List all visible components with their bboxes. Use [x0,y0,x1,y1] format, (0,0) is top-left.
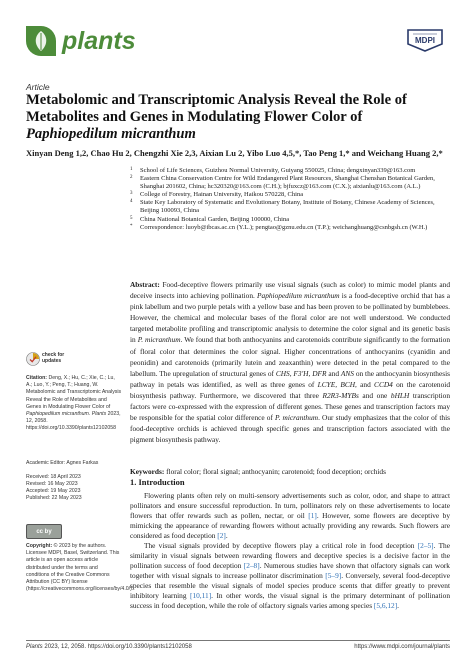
citation-link[interactable]: [2] [217,531,226,540]
author-list[interactable]: Xinyan Deng 1,2, Chao Hu 2, Chengzhi Xie 2,3, Aixian Lu 2, Yibo Luo 4,5,*, Tao Peng 1,* and Weichang Huang 2,* [26,148,443,158]
revised-date: Revised: 16 May 2023 [26,481,78,487]
affiliation-3: 3 College of Forestry, Hainan University, Haikou 570228, China [130,191,304,199]
footer-divider [26,640,450,641]
journal-name[interactable]: plants [62,27,136,55]
check-for-updates[interactable]: check for updates [42,352,65,364]
check-for-updates-icon[interactable] [26,352,40,366]
abstract-label: Abstract: [130,280,160,289]
mdpi-text: MDPI [415,36,435,45]
academic-editor: Academic Editor: Agnes Farkas [26,460,99,466]
cc-by-badge[interactable]: cc by [26,524,62,539]
footer-journal-url[interactable]: https://www.mdpi.com/journal/plants [354,644,450,650]
citation-link[interactable]: [2–8] [243,561,260,570]
accepted-date: Accepted: 19 May 2023 [26,488,81,494]
citation-link[interactable]: [2–5] [417,541,434,550]
title-species: Paphiopedilum micranthum [26,126,196,142]
affiliation-5: 5 China National Botanical Garden, Beijing 100000, China [130,215,290,223]
keywords-label: Keywords: [130,467,165,476]
article-type: Article [26,82,50,92]
correspondence: * Correspondence: luoyb@ibcas.ac.cn (Y.L.); pengtao@gznu.edu.cn (T.P.); weichanghuang@csnbgsh.cn (W.H.) [130,223,428,231]
published-date: Published: 22 May 2023 [26,495,82,501]
received-date: Received: 18 April 2023 [26,474,81,480]
section-heading-introduction: 1. Introduction [130,477,185,487]
paragraph: The visual signals provided by deceptive flowers play a critical role in food deception [2–5]. The similarity in visual signals between rewarding flowers and deceptive species is a decisive factor in the pollination success of food deception [2–8]. Numerous studies have shown that olfactory signals can work together with visual signals to increase pollinator discrimination [5–9]. Conversely, several food-deceptive species that resemble the visual signals of model species produce scents that differ greatly to prevent inhibitory learning [10,11]. In other words, the visual signal is the primary determinant of pollination success in food deception, while the role of olfactory signals varies among species [5,6,12]. [130,541,450,610]
affiliation-4: 4 State Key Laboratory of Systematic and Evolutionary Botany, Institute of Botany, Chinese Academy of Sciences, Beijing 100093, China [130,199,435,215]
affiliations [130,167,450,232]
mdpi-logo[interactable] [404,28,446,52]
citation-link[interactable]: [5–9] [325,571,342,580]
affiliation-1: 1 School of Life Sciences, Guizhou Normal University, Guiyang 550025, China; dengxinyan339@163.com [130,167,416,174]
citation-link[interactable]: [5,6,12] [373,601,398,610]
paragraph: Flowering plants often rely on multi-sensory advertisements such as color, odor, and shape to attract pollinators and ensure successful reproduction. In turn, pollinators rely on these advertisements to locate flowers that offer rewards such as pollen, nectar, or oil [1]. However, some flowers are deceptive by mimicking the appearance of rewarding flowers without actually providing any rewards. Such flowers are considered as food deception [2]. [130,491,450,540]
leaf-icon [32,30,50,52]
affiliation-2: 2 Eastern China Conservation Centre for Wild Endangered Plant Resources, Shanghai Chenshan Botanical Garden, Shanghai 201602, China; hc320320@163.com (C.H.); bjfuxcz@163.com (C.X.); aixianlu@163.com (A.L.) [130,175,435,191]
citation-block: Citation: Deng, X.; Hu, C.; Xie, C.; Lu, A.; Luo, Y.; Peng, T.; Huang, W. Metabolomic and Transcriptomic Analysis Reveal the Role of Metabolites and Genes in Modulating Flower Color of Paphiopedilum micranthum. Plants 2023, 12, 2058. https://doi.org/10.3390/plants12102058 [26,375,122,432]
keywords: Keywords: floral color; floral signal; anthocyanin; carotenoid; food deception; orchids [130,467,386,476]
footer-reference: Plants 2023, 12, 2058. https://doi.org/10.3390/plants12102058 [26,644,192,650]
citation-link[interactable]: [1] [308,511,317,520]
abstract: Abstract: Food-deceptive flowers primarily use visual signals (such as color) to mimic model plants and deceive insects into achieving pollination. Paphiopedilum micranthum is a food-deceptive orchid that has a pink labellum and two purple petals with a yellow base and has been proven to be pollinated by bumblebees. However, the chemical and molecular bases of the floral color are not well understood. We conducted targeted metabolite profiling and transcriptomic analysis to determine the color signal and its genetic basis in P. micranthum. We found that both anthocyanins and carotenoids contribute significantly to the formation of floral color that determines the color signal. Higher concentrations of anthocyanins (cyanidin and peonidin) and carotenoids (primarily lutein and zeaxanthin) were detected in the petal compared to the labellum. The upregulation of structural genes of CHS, F3′H, DFR and ANS on the anthocyanin biosynthesis pathway in petals was identified, as well as three genes of LCYE, BCH, and CCD4 on the carotenoid biosynthesis pathway. Furthermore, we discovered that three R2R3-MYBs and one bHLH transcription factors were co-expressed with the expression of different genes. These genes and transcription factors may be responsible for the spatial color difference of P. micranthum. Our study emphasizes that the color of this food-deceptive orchids is achieved through specific genes and transcription factors associated with the pigment biosynthesis pathway. [130,280,451,445]
copyright-notice: Copyright: © 2023 by the authors. Licensee MDPI, Basel, Switzerland. This article is an open access article distributed under the terms and conditions of the Creative Commons Attribution (CC BY) license (https://creativecommons.org/licenses/by/4.0/). [26,543,134,593]
introduction-body [130,491,450,611]
citation-link[interactable]: [10,11] [190,591,212,600]
paper-title [26,92,450,143]
title-main: Metabolomic and Transcriptomic Analysis Reveal the Role of Metabolites and Genes in Modulating Flower Color of [26,92,407,125]
